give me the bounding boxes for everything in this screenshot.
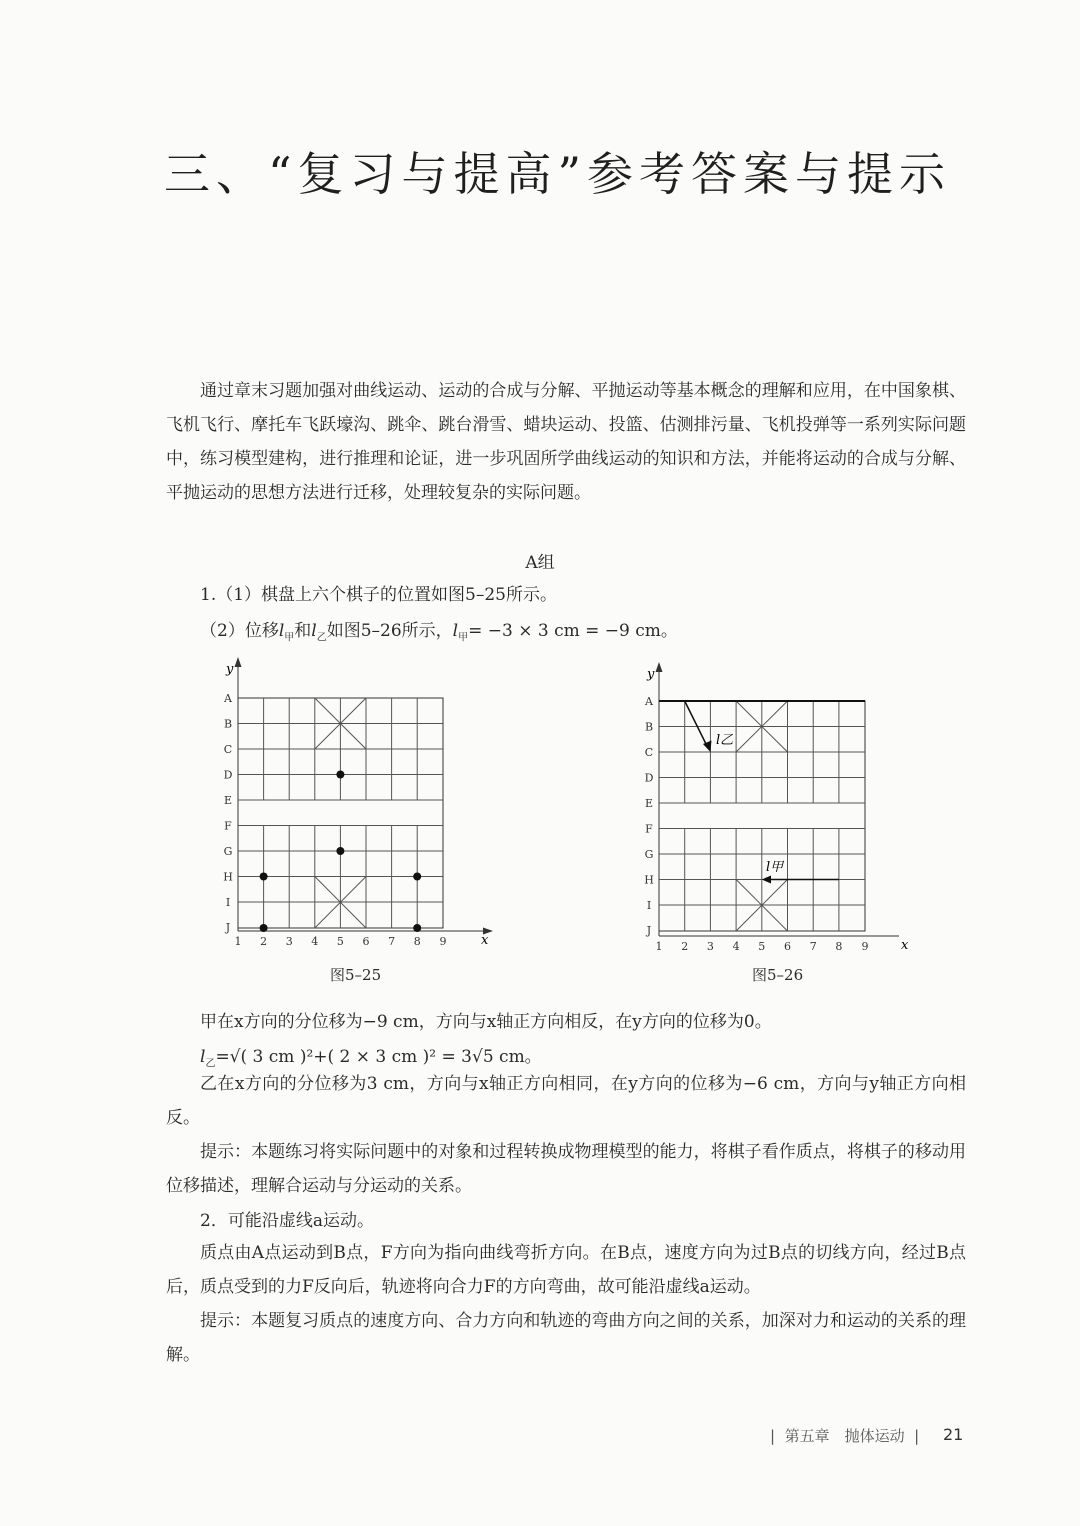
row-label: D [644, 771, 654, 785]
row-label: E [223, 794, 233, 807]
q1-part2-a: （2）位移 [200, 621, 279, 641]
col-label: 3 [285, 935, 293, 948]
q1-part2-d: = −3 × 3 cm = −9 cm。 [468, 621, 678, 641]
l-yi-symbol: $l_乙$ [311, 621, 327, 644]
col-label: 6 [784, 940, 791, 953]
page-number: 21 [943, 1425, 964, 1444]
row-label: A [224, 692, 232, 705]
row-label: B [223, 717, 233, 731]
figure-5-26-caption: 图5–26 [752, 966, 804, 984]
col-label: 1 [234, 935, 242, 948]
col-label: 7 [388, 935, 396, 948]
group-title: A组 [525, 553, 555, 573]
chess-piece [336, 771, 344, 779]
row-label: J [225, 921, 231, 934]
col-label: 9 [439, 935, 447, 948]
col-label: 8 [413, 935, 421, 948]
q1-yi-formula: $l_乙=√$( 3 cm )²+( 2 × 3 cm )² = 3√5 cm。 [200, 1047, 542, 1070]
row-label: H [223, 870, 233, 884]
row-label: C [644, 746, 654, 759]
row-label: H [644, 873, 654, 887]
figure-5-25-caption: 图5–25 [330, 966, 382, 984]
col-label: 6 [362, 935, 370, 948]
chess-piece [413, 924, 421, 932]
row-label: G [644, 848, 654, 861]
row-label: G [223, 845, 233, 858]
figure-5-25 [215, 655, 505, 955]
col-label: 8 [835, 940, 843, 953]
row-label: I [225, 896, 231, 909]
l-jia-symbol-2: $l_甲$ [452, 621, 469, 644]
col-label: 2 [260, 935, 268, 948]
chess-piece [413, 873, 421, 881]
y-axis-label: y [647, 667, 655, 682]
col-label: 4 [732, 940, 740, 953]
row-label: D [223, 768, 233, 782]
row-label: J [646, 924, 652, 937]
q1-part2-c: 如图5–26所示， [326, 621, 453, 641]
intro-paragraph: 通过章末习题加强对曲线运动、运动的合成与分解、平抛运动等基本概念的理解和应用，在中国象棋、飞机飞行、摩托车飞跃壕沟、跳伞、跳台滑雪、蜡块运动、投篮、估测排污量、飞机投弹等一系列实际问题中，练习模型建构，进行推理和论证，进一步巩固所学曲线运动的知识和方法，并能将运动的合成与分解、平抛运动的思想方法进行迁移，处理较复杂的实际问题。 [166, 381, 966, 503]
chess-piece [336, 847, 344, 855]
q1-hint: 提示：本题练习将实际问题中的对象和过程转换成物理模型的能力，将棋子看作质点，将棋子的移动用位移描述，理解合运动与分运动的关系。 [166, 1142, 966, 1196]
q1-yi-explanation: 乙在x方向的分位移为3 cm，方向与x轴正方向相同，在y方向的位移为−6 cm，方向与y轴正方向相反。 [166, 1074, 966, 1128]
label-l-jia: l甲 [766, 860, 784, 875]
col-label: 4 [311, 935, 319, 948]
row-label: C [223, 743, 233, 756]
col-label: 3 [706, 940, 714, 953]
col-label: 5 [336, 935, 344, 948]
col-label: 5 [758, 940, 766, 953]
q2-hint: 提示：本题复习质点的速度方向、合力方向和轨迹的弯曲方向之间的关系，加深对力和运动的关系的理解。 [166, 1311, 966, 1365]
x-axis-label: x [901, 938, 909, 953]
l-jia-symbol: $l_甲$ [278, 621, 295, 644]
page-title: 三、“复习与提高”参考答案与提示 [164, 147, 952, 201]
figure-5-26 [636, 660, 926, 960]
col-label: 2 [681, 940, 689, 953]
chess-piece [260, 873, 268, 881]
x-axis-label: x [481, 933, 489, 948]
row-label: I [646, 899, 652, 912]
q1-part2-b: 和 [294, 621, 312, 641]
footer-chapter: | 第五章 抛体运动 | [770, 1427, 920, 1445]
row-label: A [645, 695, 653, 708]
q1-part1: 1.（1）棋盘上六个棋子的位置如图5–25所示。 [200, 585, 557, 605]
q2-explanation: 质点由A点运动到B点，F方向为指向曲线弯折方向。在B点，速度方向为过B点的切线方向，经过B点后，质点受到的力F反向后，轨迹将向合力F的方向弯曲，故可能沿虚线a运动。 [166, 1243, 966, 1297]
chess-piece [260, 924, 268, 932]
col-label: 9 [861, 940, 869, 953]
y-axis-label: y [226, 662, 234, 677]
label-l-yi: l乙 [716, 733, 734, 748]
q2-answer: 2．可能沿虚线a运动。 [200, 1211, 374, 1231]
q1-part2 [200, 616, 678, 643]
q1-jia-explanation: 甲在x方向的分位移为−9 cm，方向与x轴正方向相反，在y方向的位移为0。 [200, 1012, 772, 1032]
row-label: F [224, 819, 232, 833]
displacement-yi-arrow [685, 701, 708, 748]
row-label: B [644, 720, 654, 734]
row-label: E [644, 797, 654, 810]
col-label: 1 [655, 940, 663, 953]
row-label: F [645, 822, 653, 836]
col-label: 7 [809, 940, 817, 953]
